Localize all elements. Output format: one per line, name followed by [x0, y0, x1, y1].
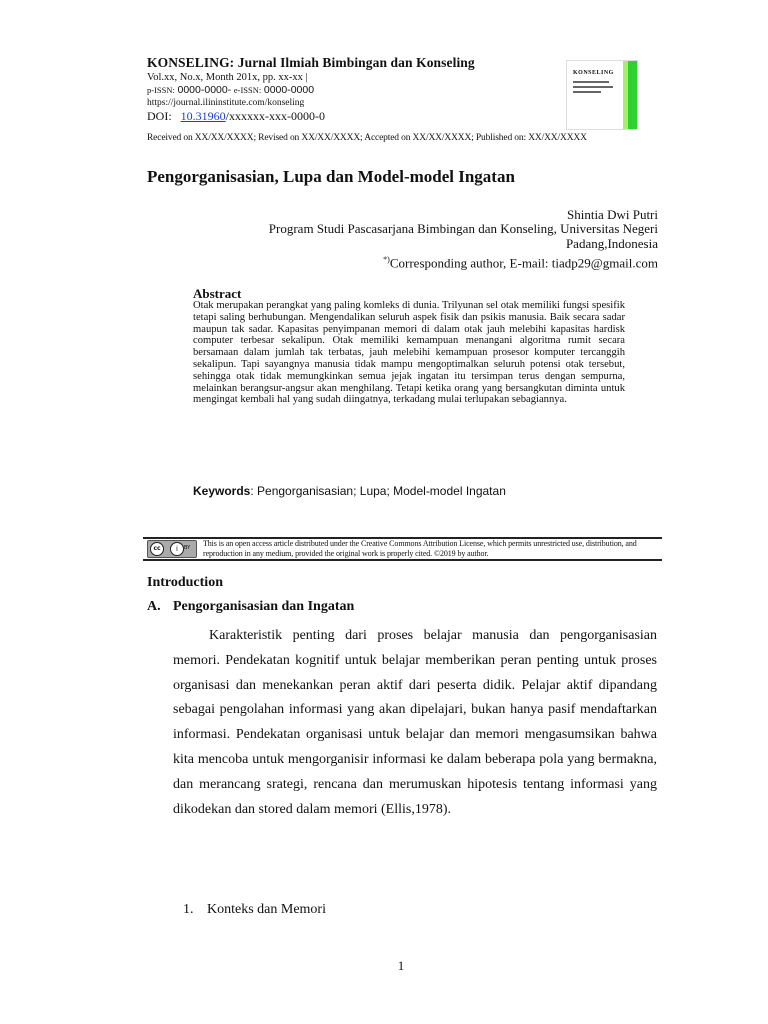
- license-divider-bottom: [143, 559, 662, 561]
- cc-icon: cc: [150, 542, 164, 556]
- attribution-icon: i: [170, 542, 184, 556]
- paper-title: Pengorganisasian, Lupa dan Model-model Ingatan: [147, 167, 515, 186]
- corresponding-mark: *): [383, 255, 390, 264]
- keywords: [193, 484, 506, 498]
- page-number: 1: [397, 958, 405, 973]
- section-a-heading: [147, 599, 354, 615]
- cover-line: [573, 81, 609, 83]
- eissn-value: 0000-0000: [263, 84, 315, 96]
- doi-line: [147, 109, 325, 124]
- cover-line: [573, 86, 613, 88]
- pissn-value: 0000-0000-: [177, 84, 232, 96]
- subsection-1-number: 1.: [183, 902, 194, 917]
- section-a-title: Pengorganisasian dan Ingatan: [173, 599, 355, 614]
- doi-link[interactable]: 10.31960: [180, 109, 226, 123]
- journal-url[interactable]: https://journal.ilininstitute.com/konseling: [147, 98, 305, 108]
- journal-volume: Vol.xx, No.x, Month 201x, pp. xx-xx |: [147, 72, 308, 83]
- author-name: Shintia Dwi Putri: [566, 207, 658, 222]
- license-text: This is an open access article distributed under the Creative Commons Attribution License, which permits unrestricted use, distribution, and reproduction in any medium, provided the original work is properly cited. ©2019 by author.: [203, 539, 637, 558]
- author-affiliation-location: Padang,Indonesia: [565, 236, 658, 251]
- cc-by-badge-icon[interactable]: [147, 540, 197, 558]
- abstract-heading: Abstract: [193, 286, 242, 301]
- received-dates: Received on XX/XX/XXXX; Revised on XX/XX/XXXX; Accepted on XX/XX/XXXX; Published on: XX/XX/XXXX: [147, 133, 587, 143]
- doi-suffix: /xxxxxx-xxx-0000-0: [225, 109, 325, 123]
- subsection-1-title: Konteks dan Memori: [207, 902, 326, 917]
- eissn-label: e-ISSN:: [233, 85, 262, 95]
- corresponding-author: [383, 252, 658, 270]
- by-label: BY: [184, 545, 191, 551]
- body-paragraph: Karakteristik penting dari proses belajar manusia dan pengorganisasian memori. Pendekatan kognitif untuk belajar memberikan peran penting untuk proses organisasi dan menekankan peran aktif dari peserta didik. Pelajar aktif dipandang sebagai pengolahan informasi yang akan dipelajari, bukan hanya pasif mendaftarkan informasi. Pendekatan organisasi untuk belajar dan memori mengasumsikan bahwa kita mencoba untuk mengorganisir informasi ke dalam beberapa pola yang bermakna, dan merancang srategi, rencana dan merumuskan hipotesis tentang informasi yang dikodekan dan stored dalam memori (Ellis,1978).: [173, 628, 657, 817]
- keywords-label: Keywords: [193, 484, 251, 498]
- cover-stripe: [628, 61, 637, 129]
- journal-name: KONSELING: Jurnal Ilmiah Bimbingan dan Konseling: [147, 55, 475, 70]
- introduction-heading: Introduction: [147, 575, 223, 590]
- journal-cover-thumbnail: [566, 60, 638, 130]
- journal-issn: [147, 84, 314, 97]
- subsection-1-heading: [183, 902, 326, 918]
- author-affiliation: Program Studi Pascasarjana Bimbingan dan Konseling, Universitas Negeri: [268, 221, 658, 236]
- keywords-list: : Pengorganisasian; Lupa; Model-model Ingatan: [250, 484, 506, 498]
- section-a-number: A.: [147, 599, 161, 614]
- doi-label: DOI:: [147, 109, 172, 123]
- abstract-text: Otak merupakan perangkat yang paling komleks di dunia. Trilyunan sel otak memiliki fungsi spesifik tetapi saling berhubungan. Mengendalikan seluruh aspek fisik dan psikis manusia. Baik secara sadar maupun tak sadar. Kapasitas penyimpanan memori di dalam otak jauh melebihi kapasitas hardisk computer terbesar sekalipun. Otak memiliki kemampuan menangani algoritma rumit secara bersamaan dalam jumlah tak terbatas, jauh melebihi kemampuan prosesor komputer tercanggih sekalipun. Tapi sayangnya manusia tidak mampu mengoptimalkan seluruh potensi otak tersebut, sehingga otak tidak memungkinkan semua jejak ingatan itu tersimpan terus dengan sempurna, melainkan berangsur-angsur akan menghilang. Tetapi ketika orang yang bersangkutan diminta untuk mengingat kembali hal yang sudah diingatnya, terkadang mulai terlupakan sebagiannya.: [193, 300, 625, 406]
- cover-line: [573, 91, 601, 93]
- cover-title: KONSELING: [573, 70, 614, 76]
- pissn-label: p-ISSN:: [147, 85, 175, 95]
- corresponding-email: Corresponding author, E-mail: tiadp29@gmail.com: [389, 255, 658, 271]
